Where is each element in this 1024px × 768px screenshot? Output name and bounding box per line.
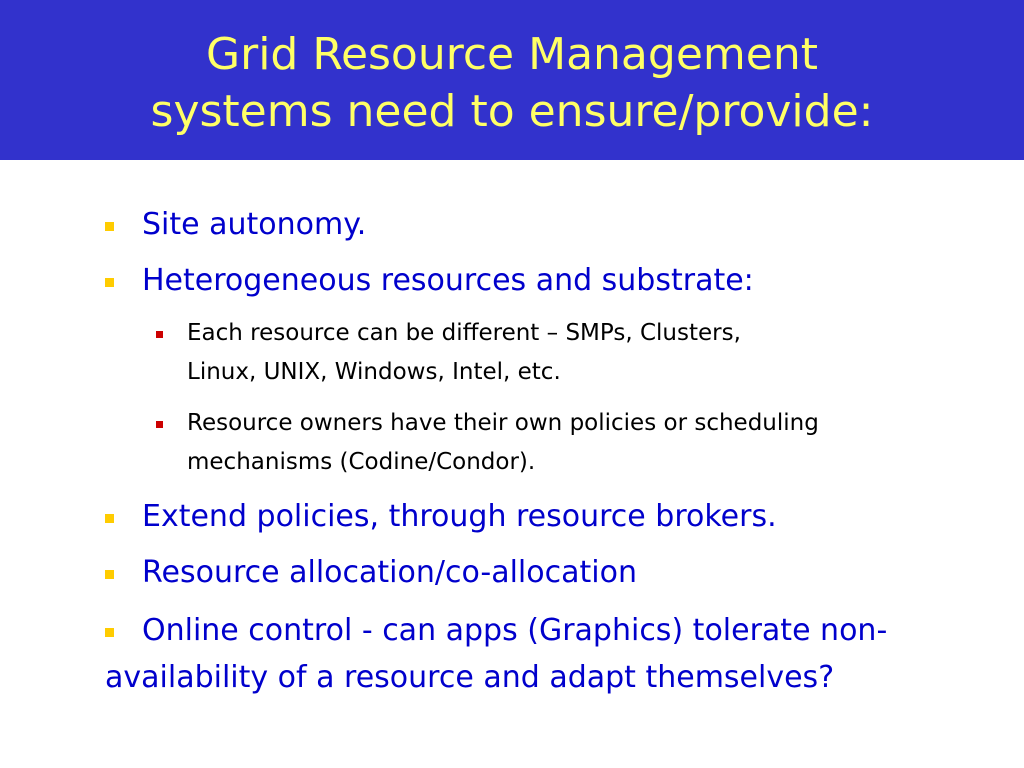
- bullet-online-control: [105, 613, 888, 696]
- bullet-site-autonomy: [142, 207, 366, 243]
- sub-bullet-line-2: Linux, UNIX, Windows, Intel, etc.: [187, 359, 561, 385]
- sub-bullet-resource-different: [187, 316, 741, 389]
- sub-bullet-line-1: Each resource can be different – SMPs, Clusters,: [187, 320, 741, 346]
- bullet-extend-policies: [142, 499, 777, 535]
- bullet-marker-icon: [105, 222, 114, 231]
- bullet-text: Heterogeneous resources and substrate:: [142, 263, 754, 298]
- bullet-line-2: availability of a resource and adapt themselves?: [105, 660, 835, 695]
- sub-bullet-resource-owners: [187, 406, 819, 479]
- bullet-marker-icon: [105, 628, 114, 637]
- bullet-text: Site autonomy.: [142, 207, 367, 242]
- bullet-text: Resource allocation/co-allocation: [142, 555, 637, 590]
- bullet-resource-allocation: [142, 555, 637, 591]
- sub-bullet-line-2: mechanisms (Codine/Condor).: [187, 449, 536, 475]
- slide-title-line-1: Grid Resource Management: [206, 29, 818, 80]
- bullet-marker-icon: [105, 514, 114, 523]
- bullet-line-1: Online control - can apps (Graphics) tolerate non-: [142, 613, 888, 648]
- sub-bullet-line-1: Resource owners have their own policies or scheduling: [187, 410, 819, 436]
- slide-title-line-2: systems need to ensure/provide:: [150, 86, 874, 137]
- bullet-text: Extend policies, through resource brokers.: [142, 499, 777, 534]
- slide-title: [0, 26, 1024, 140]
- bullet-heterogeneous: [142, 263, 754, 299]
- sub-bullet-marker-icon: [156, 421, 163, 428]
- sub-bullet-marker-icon: [156, 331, 163, 338]
- bullet-marker-icon: [105, 570, 114, 579]
- bullet-marker-icon: [105, 278, 114, 287]
